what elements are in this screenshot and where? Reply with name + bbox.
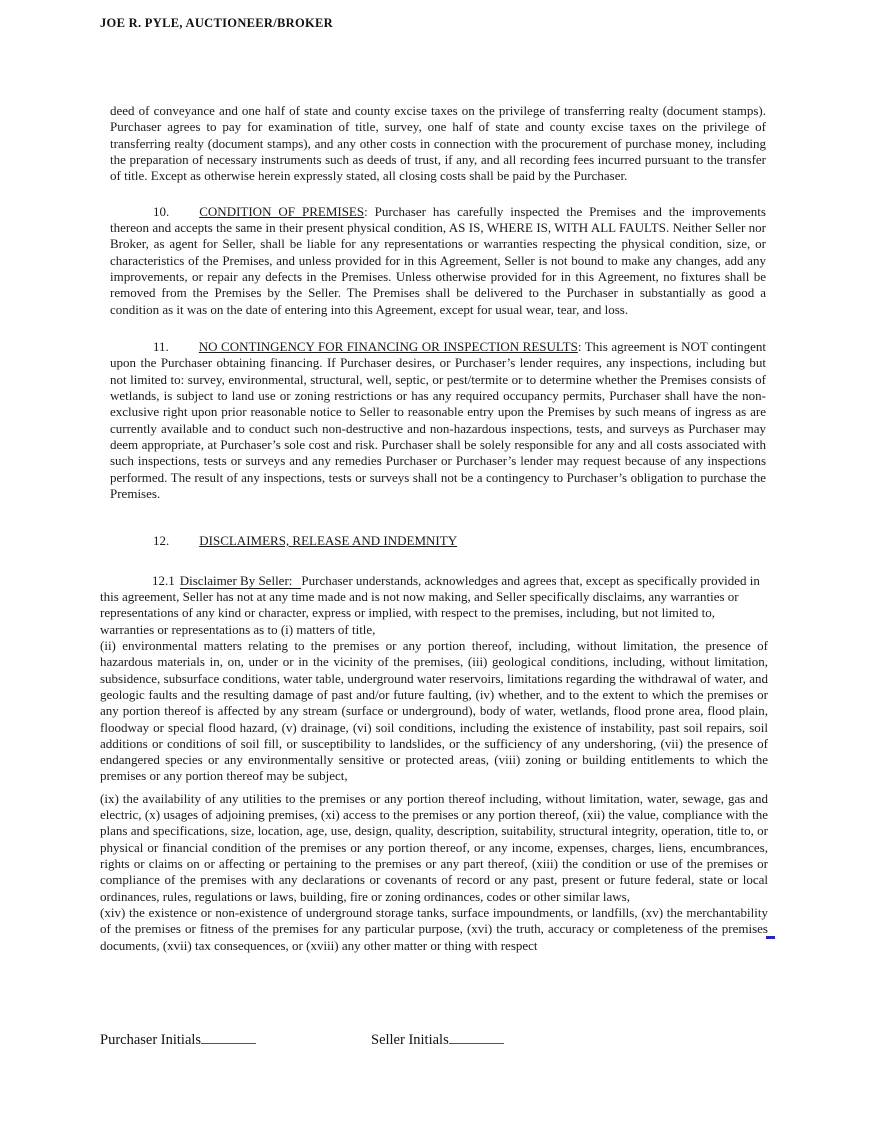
paragraph-items-xiv-xviii: (xiv) the existence or non-existence of underground storage tanks, surface impoundments, or landfills, (xv) the merchantability of the premises or fitness of the premises for any particular purpose, (xvi) the truth, accuracy or completeness of the premises documents, (xvii) tax consequences, or (xviii) any other matter or thing with respect [100,905,768,953]
purchaser-initials-label: Purchaser Initials [100,1032,202,1048]
seller-initials-line[interactable] [449,1030,504,1044]
paragraph-closing-costs: deed of conveyance and one half of state and county excise taxes on the privilege of transferring realty (document stamps). Purchaser agrees to pay for examination of title, survey, one half of state and county excise taxes on the privilege of transferring realty (document stamps), and any other costs in connection with the procurement of purchase money, including the preparation of necessary instruments such as deeds of trust, if any, and all recording fees incurred pursuant to the transfer of title. Except as otherwise herein expressly stated, all closing costs shall be paid by the Purchaser. [110,103,766,184]
seller-initials-group [371,1030,504,1049]
purchaser-initials-group [100,1030,256,1049]
section-12-1-number: 12.1 [152,572,175,588]
section-10-heading: CONDITION OF PREMISES [199,203,365,219]
section-12-heading: DISCLAIMERS, RELEASE AND INDEMNITY [199,533,458,549]
section-10-condition-of-premises [110,204,766,318]
section-10-number: 10. [153,203,170,219]
section-12-1-disclaimer-by-seller [100,573,768,638]
section-12-number: 12. [153,533,170,549]
blue-dash-mark [766,936,775,939]
section-11-no-contingency [110,339,766,502]
section-10-body: : Purchaser has carefully inspected the Premises and the improvements thereon and accepts the same in their present physical condition, AS IS, WHERE IS, WITH ALL FAULTS. Neither Seller nor Broker, as agent for Seller, shall be liable for any representations or warranties respecting the physical condition, size, or characteristics of the Premises, and unless provided for in this Agreement, Seller is not bound to make any changes, add any improvements, or repair any defects in the Premises. Unless otherwise provided for in this Agreement, no fixtures shall be removed from the Premises by the Seller. The Premises shall be delivered to the Purchaser in substantially as good a condition as it was on the date of entering into this Agreement, except for usual wear, tear, and loss. [110,203,766,317]
initials-footer [100,1030,780,1054]
section-12-disclaimers-heading [110,533,766,549]
paragraph-items-ix-xiii: (ix) the availability of any utilities to the premises or any portion thereof including, without limitation, water, sewage, gas and electric, (x) usages of adjoining premises, (xi) access to the premises or any portion thereof, (xii) the value, compliance with the plans and specifications, size, location, age, use, design, quality, description, suitability, structural integrity, operation, title to, or physical or financial condition of the premises or any portion thereof, or any income, expenses, charges, liens, encumbrances, rights or claims on or affecting or pertaining to the premises or any part thereof, (xiii) the condition or use of the premises or compliance of the premises with any declarations or covenants of record or any past, present or future federal, state or local ordinances, rules, regulations or laws, building, fire or zoning ordinances, codes or other similar laws, [100,790,768,904]
section-11-body: : This agreement is NOT contingent upon the Purchaser obtaining financing. If Purchaser desires, or Purchaser’s lender requires, any inspections, including but not limited to: survey, environmental, structural, well, septic, or pest/termite or to determine whether the Premises consists of wetlands, is subject to land use or zoning restrictions or has any required occupancy permits, Purchaser shall have the non-exclusive right upon prior reasonable notice to Seller to reasonable entry upon the Premises by such means of ingress as are currently available and to conduct such non-destructive and non-hazardous inspections, tests, and surveys as Purchaser may deem appropriate, at Purchaser’s sole cost and risk. Purchaser shall be solely responsible for any and all costs associated with such inspections, tests or surveys and any remedies Purchaser or Purchaser’s lender may request because of any inspections performed. The result of any inspections, tests or surveys shall not be a contingency to Purchaser’s obligation to purchase the Premises. [110,338,766,501]
section-11-number: 11. [153,338,169,354]
section-12-1-heading: Disclaimer By Seller: [180,573,302,589]
document-header-title: JOE R. PYLE, AUCTIONEER/BROKER [100,16,333,30]
section-12-1-body: Purchaser understands, acknowledges and agrees that, except as specifically provided in this agreement, Seller has not at any time made and is not now making, and Seller specifically disclaims, any warranties or representations of any kind or character, express or implied, with respect to the premises, including, but not limited to, warranties or representations as to (i) matters of title, [100,572,760,637]
purchaser-initials-line[interactable] [201,1030,256,1044]
seller-initials-label: Seller Initials [371,1032,449,1048]
section-11-heading: NO CONTINGENCY FOR FINANCING OR INSPECTION RESULTS [198,338,578,354]
paragraph-items-ii-viii: (ii) environmental matters relating to the premises or any portion thereof, including, without limitation, the presence of hazardous materials in, on, under or in the vicinity of the premises, (iii) geological conditions, including, without limitation, subsidence, subsurface conditions, water table, underground water reservoirs, limitations regarding the withdrawal of water, and geologic faults and the resulting damage of past and/or future faulting, (iv) whether, and to the extent to which the premises or any portion thereof is affected by any stream (surface or underground), body of water, wetlands, flood prone area, flood plain, floodway or special flood hazard, (v) drainage, (vi) soil conditions, including the existence of instability, past soil repairs, soil additions or conditions of soil fill, or susceptibility to landslides, or the sufficiency of any undershoring, (vii) the presence of endangered species or any environmentally sensitive or protected areas, (viii) zoning or building entitlements to which the premises or any portion thereof may be subject, [100,637,768,784]
document-body [0,103,877,954]
